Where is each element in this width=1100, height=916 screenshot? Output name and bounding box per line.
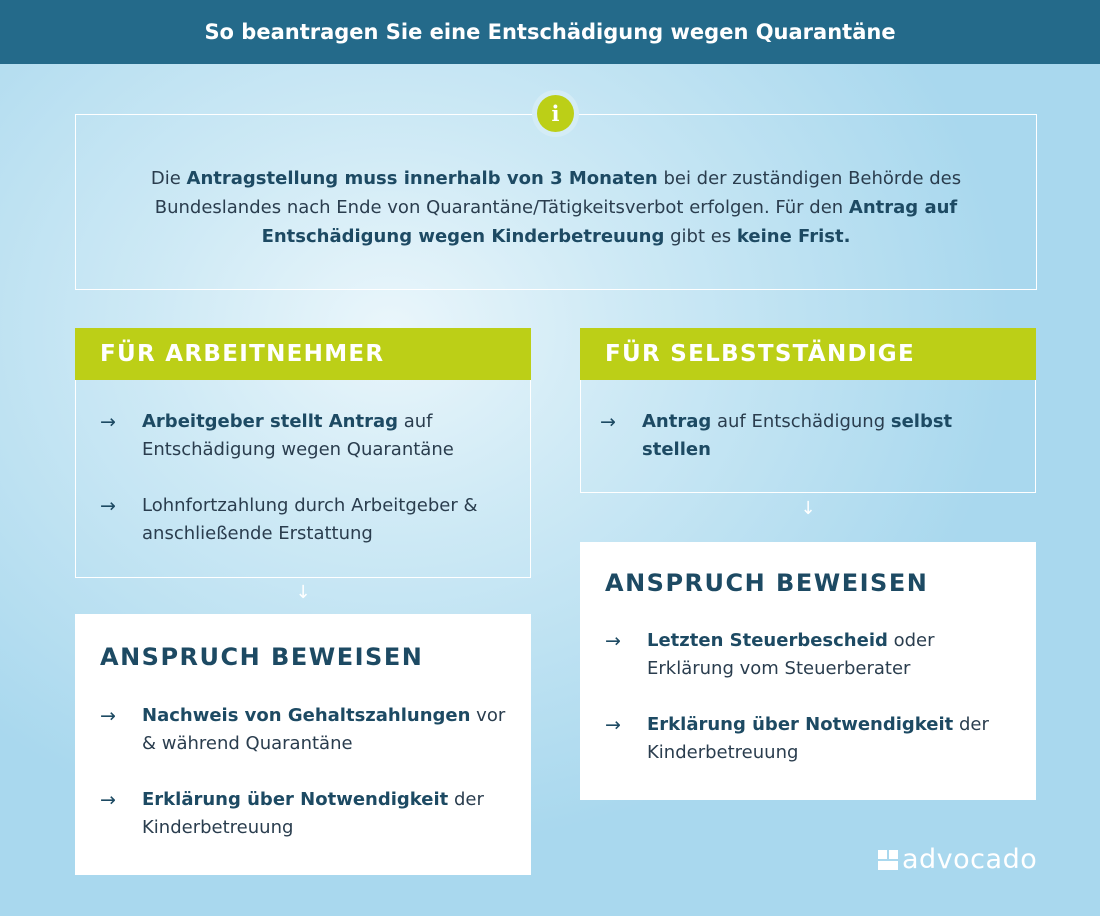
arrow-right-icon: → [100,789,116,811]
arrow-right-icon: → [100,705,116,727]
logo-text: advocado [902,844,1038,875]
arrow-right-icon: → [600,411,616,433]
arrow-right-icon: → [605,630,621,652]
list-item: → Nachweis von Gehaltszahlungen vor & während Quarantäne [100,702,510,758]
arrow-down-icon: ↓ [295,582,311,603]
page-title: So beantragen Sie eine Entschädigung wegen Quarantäne [0,0,1100,64]
info-icon: i [537,95,574,132]
arrow-down-icon: ↓ [800,498,816,519]
advocado-logo-mark [878,850,898,870]
list-item: → Erklärung über Notwendigkeit der Kinderbetreuung [100,786,510,842]
list-item: → Erklärung über Notwendigkeit der Kinderbetreuung [605,711,1015,767]
arrow-right-icon: → [605,714,621,736]
advocado-logo [878,844,1037,875]
proof-title-right: ANSPRUCH BEWEISEN [605,569,929,597]
arrow-right-icon: → [100,495,116,517]
list-item: → Letzten Steuerbescheid oder Erklärung vom Steuerberater [605,627,1015,683]
heading-selbststaendige: FÜR SELBSTSTÄNDIGE [580,328,1036,380]
arrow-right-icon: → [100,411,116,433]
list-item: → Arbeitgeber stellt Antrag auf Entschädigung wegen Quarantäne [100,408,510,464]
list-item: → Antrag auf Entschädigung selbst stellen [600,408,1000,464]
heading-arbeitnehmer: FÜR ARBEITNEHMER [75,328,531,380]
info-box [75,114,1037,290]
proof-title-left: ANSPRUCH BEWEISEN [100,643,424,671]
info-text: Die Antragstellung muss innerhalb von 3 Monaten bei der zuständigen Behörde des Bundeslandes nach Ende von Quarantäne/Tätigkeitsverbot erfolgen. Für den Antrag auf Entschädigung wegen Kinderbetreuung gibt es keine Frist. [150,167,962,247]
list-item: → Lohnfortzahlung durch Arbeitgeber & anschließende Erstattung [100,492,520,548]
